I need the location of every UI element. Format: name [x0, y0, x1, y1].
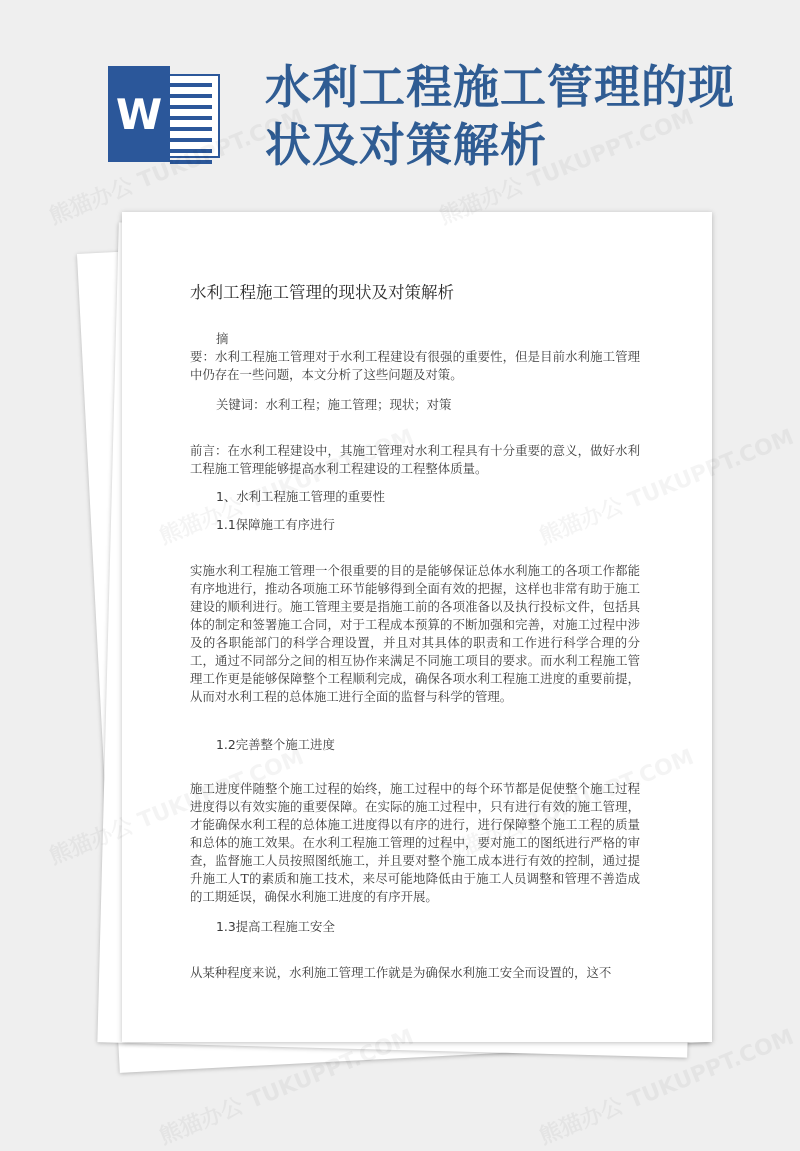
body-paragraph-1: 实施水利工程施工管理一个很重要的目的是能够保证总体水利施工的各项工作都能有序地进行，推动各项施工环节能够得到全面有效的把握，这样也非常有助于施工建设的顺利进行。施工管理主要是指施工前的各项准备以及执行投标文件，包括具体的制定和签署施工合同，对于工程成本预算的不断加强和完善，对施工过程中涉及的各职能部门的科学合理设置，并且对其具体的职责和工作进行科学合理的分工，通过不同部分之间的相互协作来满足不同施工项目的要求。而水利工程施工管理工作更是能够保障整个工程顺利完成，确保各项水利工程施工进度的重要前提，从而对水利工程的总体施工进行全面的监督与科学的管理。	[190, 563, 640, 704]
document-page	[122, 212, 712, 1042]
section-heading-1: 1、水利工程施工管理的重要性	[216, 489, 385, 504]
word-letter-badge: W	[108, 66, 170, 162]
keywords: 关键词：水利工程；施工管理；现状；对策	[216, 397, 452, 412]
body-paragraph-2: 施工进度伴随整个施工过程的始终，施工过程中的每个环节都是促使整个施工过程进度得以有效实施的重要保障。在实际的施工过程中，只有进行有效的施工管理，才能确保水利工程的总体施工进度得以有序的进行，进行保障整个施工工程的质量和总体的施工效果。在水利工程施工管理的过程中，要对施工的图纸进行严格的审查，监督施工人员按照图纸施工，并且要对整个施工成本进行有效的控制，通过提升施工人T的素质和施工技术，来尽可能地降低由于施工人员调整和管理不善造成的工期延误，确保水利施工进度的有序开展。	[190, 781, 640, 904]
abstract-label: 摘	[216, 331, 229, 346]
preface-paragraph: 前言：在水利工程建设中，其施工管理对水利工程具有十分重要的意义，做好水利工程施工管理能够提高水利工程建设的工程整体质量。	[190, 443, 640, 476]
body-paragraph-3: 从某种程度来说，水利施工管理工作就是为确保水利施工安全而设置的，这不	[190, 965, 612, 980]
subsection-heading-1-3: 1.3提高工程施工安全	[216, 919, 335, 934]
subsection-heading-1-2: 1.2完善整个施工进度	[216, 737, 335, 752]
subsection-heading-1-1: 1.1保障施工有序进行	[216, 517, 335, 532]
abstract-text: 要：水利工程施工管理对于水利工程建设有很强的重要性，但是目前水利施工管理中仍存在一些问题，本文分析了这些问题及对策。	[190, 349, 640, 382]
page-title: 水利工程施工管理的现状及对策解析	[265, 60, 735, 172]
document-title: 水利工程施工管理的现状及对策解析	[190, 283, 454, 302]
